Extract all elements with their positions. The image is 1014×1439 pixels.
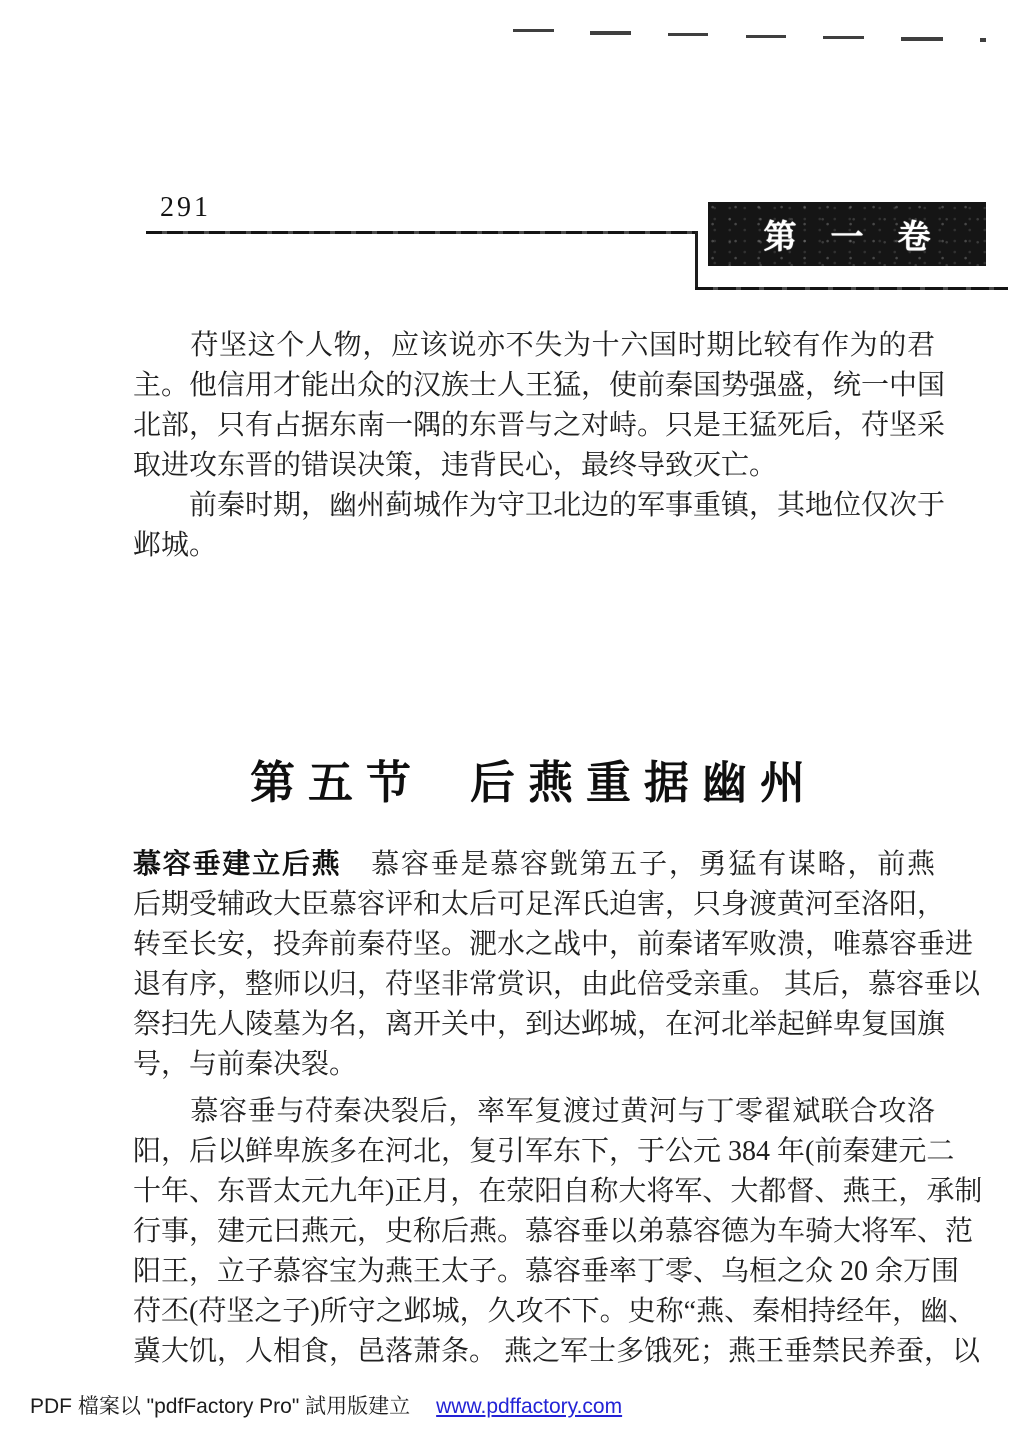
- paragraph-lead-bold: 慕容垂建立后燕: [133, 849, 342, 880]
- paragraph-later-yan-campaign: [133, 1092, 983, 1372]
- paragraph-fujian-intro: [133, 326, 946, 486]
- scan-artifact-dash: [513, 29, 554, 32]
- scan-artifact-dash: [668, 33, 708, 36]
- text-line: 冀大饥，人相食，邑落萧条。 燕之军士多饿死；燕王垂禁民养蚕，以: [133, 1336, 981, 1367]
- pdf-trial-notice: PDF 檔案以 "pdfFactory Pro" 試用版建立: [30, 1395, 411, 1418]
- text-line: 前秦时期，幽州蓟城作为守卫北边的军事重镇，其地位仅次于: [133, 490, 946, 521]
- pdffactory-link[interactable]: www.pdffactory.com: [436, 1395, 623, 1418]
- text-line: [133, 845, 935, 885]
- text-line: 祭扫先人陵墓为名，离开关中，到达邺城，在河北举起鲜卑复国旗: [133, 1009, 946, 1040]
- scan-artifact-dash: [746, 35, 786, 38]
- scan-artifact-dash: [823, 36, 864, 39]
- paragraph-murong-chui-founding: [133, 845, 981, 1085]
- text-line: 苻坚这个人物，应该说亦不失为十六国时期比较有作为的君: [133, 330, 935, 361]
- text-line: 十年、东晋太元九年)正月，在荥阳自称大将军、大都督、燕王，承制: [133, 1176, 983, 1207]
- text-line: 主。他信用才能出众的汉族士人王猛，使前秦国势强盛，统一中国: [133, 370, 946, 401]
- header-rule-step: [695, 231, 698, 290]
- page-number: 291: [160, 192, 211, 223]
- section-heading: [133, 756, 935, 810]
- scan-artifact-dash: [901, 37, 943, 41]
- text-line-rest: 慕容垂是慕容皝第五子，勇猛有谋略，前燕: [341, 849, 935, 880]
- volume-banner-label: 第一卷: [763, 219, 965, 256]
- paragraph-former-qin-jicheng: [133, 486, 946, 566]
- footer: [30, 1390, 622, 1420]
- header-rule-top: [146, 231, 698, 234]
- text-line: 转至长安，投奔前秦苻坚。淝水之战中，前秦诸军败溃，唯慕容垂进: [133, 929, 974, 960]
- text-line: 阳王，立子慕容宝为燕王太子。慕容垂率丁零、乌桓之众 20 余万围: [133, 1256, 960, 1287]
- paragraph-continued-lines: [133, 885, 981, 1085]
- scan-artifact-dot: [980, 38, 986, 42]
- section-heading-title: 后燕重据幽州: [470, 758, 819, 808]
- text-line: 行事，建元曰燕元，史称后燕。慕容垂以弟慕容德为车骑大将军、范: [133, 1216, 974, 1247]
- text-line: 北部，只有占据东南一隅的东晋与之对峙。只是王猛死后，苻坚采: [133, 410, 946, 441]
- text-line: 邺城。: [133, 530, 218, 561]
- text-line: 取进攻东晋的错误决策，违背民心，最终导致灭亡。: [133, 450, 778, 481]
- scan-artifact-dash: [590, 31, 631, 35]
- text-line: 苻丕(苻坚之子)所守之邺城，久攻不下。史称“燕、秦相持经年，幽、: [133, 1296, 977, 1327]
- text-line: 阳，后以鲜卑族多在河北，复引军东下，于公元 384 年(前秦建元二: [133, 1136, 955, 1167]
- text-line: 慕容垂与苻秦决裂后，率军复渡过黄河与丁零翟斌联合攻洛: [133, 1096, 935, 1127]
- volume-banner: [708, 202, 986, 266]
- section-heading-number: 第五节: [249, 758, 424, 808]
- header-rule-bottom: [695, 287, 1008, 290]
- text-line: 号，与前秦决裂。: [133, 1049, 358, 1080]
- text-line: 退有序，整师以归，苻坚非常赏识，由此倍受亲重。 其后，慕容垂以: [133, 969, 981, 1000]
- text-line: 后期受辅政大臣慕容评和太后可足浑氏迫害，只身渡黄河至洛阳，: [133, 889, 946, 920]
